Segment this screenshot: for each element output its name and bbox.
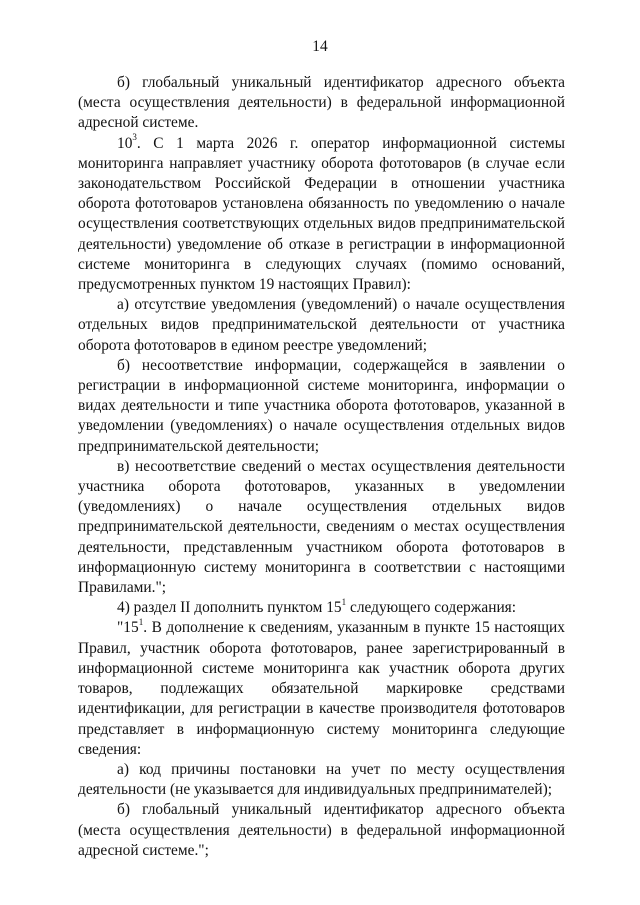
document-body <box>78 73 565 861</box>
clause-text: . В дополнение к сведениям, указанным в пункте 15 настоящих Правил, участник оборота фототоваров, ранее зарегистрированный в информационной системе мониторинга как участник оборота других товаров, подлежащих обязательной маркировке средствами идентификации, для регистрации в качестве производителя фототоваров представляет в информационную систему мониторинга следующие сведения: <box>78 619 565 758</box>
paragraph-v-mismatch-places: в) несоответствие сведений о местах осуществления деятельности участника оборота фототоваров, указанных в уведомлении (уведомлениях) о начале осуществления отдельных видов предпринимательской деятельности, сведениям о местах осуществления деятельности, представленным участником оборота фототоваров в информационную систему мониторинга в соответствии с настоящими Правилами."; <box>78 457 565 597</box>
clause-text: следующего содержания: <box>346 599 517 617</box>
clause-superscript: 1 <box>138 617 144 628</box>
paragraph-b-address-id: б) глобальный уникальный идентификатор адресного объекта (места осуществления деятельности) в федеральной информационной адресной системе. <box>78 74 565 132</box>
paragraph-4-section-ii <box>78 598 565 618</box>
paragraph-10-3 <box>78 134 565 296</box>
paragraph-b-address-id-final: б) глобальный уникальный идентификатор адресного объекта (места осуществления деятельности) в федеральной информационной адресной системе."; <box>78 801 565 859</box>
paragraph-a-no-notification: а) отсутствие уведомления (уведомлений) о начале осуществления отдельных видов предпринимательской деятельности от участника оборота фототоваров в едином реестре уведомлений; <box>78 296 565 354</box>
page-number: 14 <box>312 38 328 55</box>
paragraph-b-mismatch-info: б) несоответствие информации, содержащейся в заявлении о регистрации в информационной системе мониторинга, информации о видах деятельности и типе участника оборота фототоваров, указанной в уведомлении (уведомлениях) о начале осуществления отдельных видов предпринимательской деятельности; <box>78 356 565 455</box>
clause-superscript: 1 <box>341 597 347 608</box>
clause-superscript: 3 <box>132 132 137 143</box>
clause-number: "15 <box>117 619 139 637</box>
clause-number: 10 <box>117 134 133 152</box>
clause-prefix: 4) раздел II дополнить пунктом 15 <box>117 599 342 617</box>
paragraph-15-1 <box>78 618 565 759</box>
clause-text: . С 1 марта 2026 г. оператор информационной системы мониторинга направляет участнику оборота фототоваров (в случае если законодательством Российской Федерации в отношении участника оборота фототоваров установлена обязанность по уведомлению о начале осуществления соответствующих отдельных видов предпринимательской деятельности) уведомление об отказе в регистрации в информационной системе мониторинга в следующих случаях (помимо оснований, предусмотренных пунктом 19 настоящих Правил): <box>78 134 565 294</box>
paragraph-a-kpp: а) код причины постановки на учет по месту осуществления деятельности (не указывается для индивидуальных предпринимателей); <box>78 760 565 799</box>
